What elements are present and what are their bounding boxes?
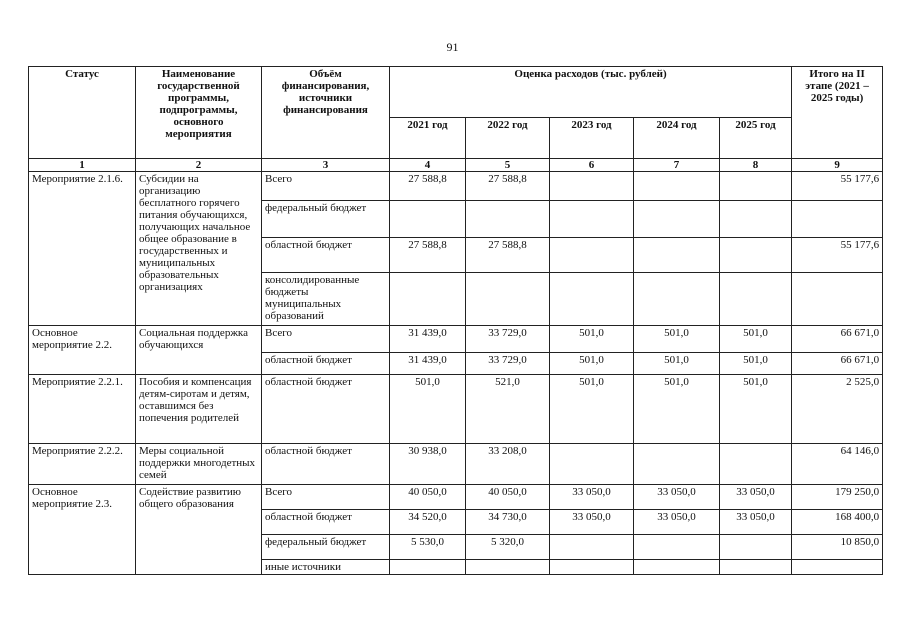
value-cell (634, 444, 720, 485)
value-cell: 501,0 (634, 353, 720, 375)
column-number: 1 (29, 159, 136, 172)
table-row (29, 326, 883, 353)
name-cell: Социальная поддержка обучающихся (136, 326, 262, 375)
header-funding: Объём финансирования, источники финансирования (262, 67, 390, 159)
header-year: 2021 год (390, 118, 466, 159)
value-cell (720, 535, 792, 560)
header-year: 2023 год (550, 118, 634, 159)
source-cell: Всего (262, 485, 390, 510)
status-cell: Мероприятие 2.2.2. (29, 444, 136, 485)
value-cell (390, 560, 466, 575)
status-cell: Основное мероприятие 2.2. (29, 326, 136, 375)
value-cell: 27 588,8 (390, 238, 466, 273)
header-year: 2024 год (634, 118, 720, 159)
source-cell: федеральный бюджет (262, 201, 390, 238)
header-year: 2022 год (466, 118, 550, 159)
source-cell: областной бюджет (262, 238, 390, 273)
column-number: 2 (136, 159, 262, 172)
total-cell: 66 671,0 (792, 353, 883, 375)
value-cell (634, 535, 720, 560)
total-cell: 10 850,0 (792, 535, 883, 560)
budget-table (28, 66, 883, 575)
name-cell: Субсидии на организацию бесплатного горячего питания обучающихся, получающих начальное общее образование в государственных и муниципальных образовательных организациях (136, 172, 262, 326)
value-cell (720, 273, 792, 326)
status-cell: Мероприятие 2.2.1. (29, 375, 136, 444)
header-name: Наименование государственной программы, подпрограммы, основного мероприятия (136, 67, 262, 159)
value-cell: 30 938,0 (390, 444, 466, 485)
total-cell (792, 273, 883, 326)
value-cell: 40 050,0 (390, 485, 466, 510)
value-cell: 33 208,0 (466, 444, 550, 485)
value-cell (634, 560, 720, 575)
value-cell (634, 201, 720, 238)
value-cell: 31 439,0 (390, 326, 466, 353)
value-cell: 5 320,0 (466, 535, 550, 560)
column-number: 7 (634, 159, 720, 172)
value-cell (466, 560, 550, 575)
source-cell: консолидированные бюджеты муниципальных образований (262, 273, 390, 326)
header-estimate: Оценка расходов (тыс. рублей) (390, 67, 792, 118)
value-cell: 34 730,0 (466, 510, 550, 535)
value-cell: 501,0 (550, 353, 634, 375)
value-cell (550, 201, 634, 238)
column-number: 6 (550, 159, 634, 172)
source-cell: федеральный бюджет (262, 535, 390, 560)
source-cell: Всего (262, 326, 390, 353)
value-cell (720, 201, 792, 238)
name-cell: Содействие развитию общего образования (136, 485, 262, 575)
status-cell: Основное мероприятие 2.3. (29, 485, 136, 575)
value-cell: 33 729,0 (466, 353, 550, 375)
column-number-row (29, 159, 883, 172)
source-cell: Всего (262, 172, 390, 201)
table-row (29, 375, 883, 444)
value-cell (720, 238, 792, 273)
value-cell: 27 588,8 (390, 172, 466, 201)
value-cell (466, 273, 550, 326)
value-cell (390, 201, 466, 238)
value-cell (634, 172, 720, 201)
source-cell: областной бюджет (262, 444, 390, 485)
value-cell (720, 444, 792, 485)
total-cell: 2 525,0 (792, 375, 883, 444)
value-cell: 40 050,0 (466, 485, 550, 510)
value-cell (720, 560, 792, 575)
source-cell: иные источники (262, 560, 390, 575)
value-cell (634, 273, 720, 326)
value-cell (720, 172, 792, 201)
page-number: 91 (446, 40, 459, 54)
column-number: 8 (720, 159, 792, 172)
status-cell: Мероприятие 2.1.6. (29, 172, 136, 326)
value-cell: 33 050,0 (720, 510, 792, 535)
value-cell: 33 729,0 (466, 326, 550, 353)
header-total: Итого на II этапе (2021 – 2025 годы) (792, 67, 883, 159)
value-cell (550, 444, 634, 485)
value-cell: 501,0 (634, 375, 720, 444)
column-number: 9 (792, 159, 883, 172)
total-cell: 55 177,6 (792, 172, 883, 201)
total-cell (792, 201, 883, 238)
value-cell: 33 050,0 (550, 510, 634, 535)
value-cell: 501,0 (550, 326, 634, 353)
value-cell: 521,0 (466, 375, 550, 444)
source-cell: областной бюджет (262, 510, 390, 535)
source-cell: областной бюджет (262, 353, 390, 375)
value-cell: 27 588,8 (466, 172, 550, 201)
column-number: 4 (390, 159, 466, 172)
header-status: Статус (29, 67, 136, 159)
total-cell: 55 177,6 (792, 238, 883, 273)
value-cell (550, 238, 634, 273)
value-cell: 31 439,0 (390, 353, 466, 375)
source-cell: областной бюджет (262, 375, 390, 444)
value-cell: 501,0 (634, 326, 720, 353)
value-cell: 5 530,0 (390, 535, 466, 560)
name-cell: Пособия и компенсация детям-сиротам и детям, оставшимся без попечения родителей (136, 375, 262, 444)
value-cell: 33 050,0 (720, 485, 792, 510)
column-number: 3 (262, 159, 390, 172)
table-row (29, 485, 883, 510)
value-cell: 501,0 (720, 375, 792, 444)
table-row (29, 172, 883, 201)
total-cell (792, 560, 883, 575)
value-cell (466, 201, 550, 238)
value-cell (634, 238, 720, 273)
total-cell: 66 671,0 (792, 326, 883, 353)
value-cell: 34 520,0 (390, 510, 466, 535)
value-cell (550, 273, 634, 326)
value-cell: 501,0 (550, 375, 634, 444)
value-cell: 33 050,0 (550, 485, 634, 510)
value-cell: 33 050,0 (634, 510, 720, 535)
total-cell: 168 400,0 (792, 510, 883, 535)
value-cell: 33 050,0 (634, 485, 720, 510)
value-cell: 501,0 (390, 375, 466, 444)
value-cell: 501,0 (720, 353, 792, 375)
value-cell: 501,0 (720, 326, 792, 353)
table-row (29, 444, 883, 485)
name-cell: Меры социальной поддержки многодетных семей (136, 444, 262, 485)
total-cell: 179 250,0 (792, 485, 883, 510)
value-cell (390, 273, 466, 326)
total-cell: 64 146,0 (792, 444, 883, 485)
value-cell (550, 535, 634, 560)
value-cell: 27 588,8 (466, 238, 550, 273)
column-number: 5 (466, 159, 550, 172)
value-cell (550, 560, 634, 575)
value-cell (550, 172, 634, 201)
header-year: 2025 год (720, 118, 792, 159)
